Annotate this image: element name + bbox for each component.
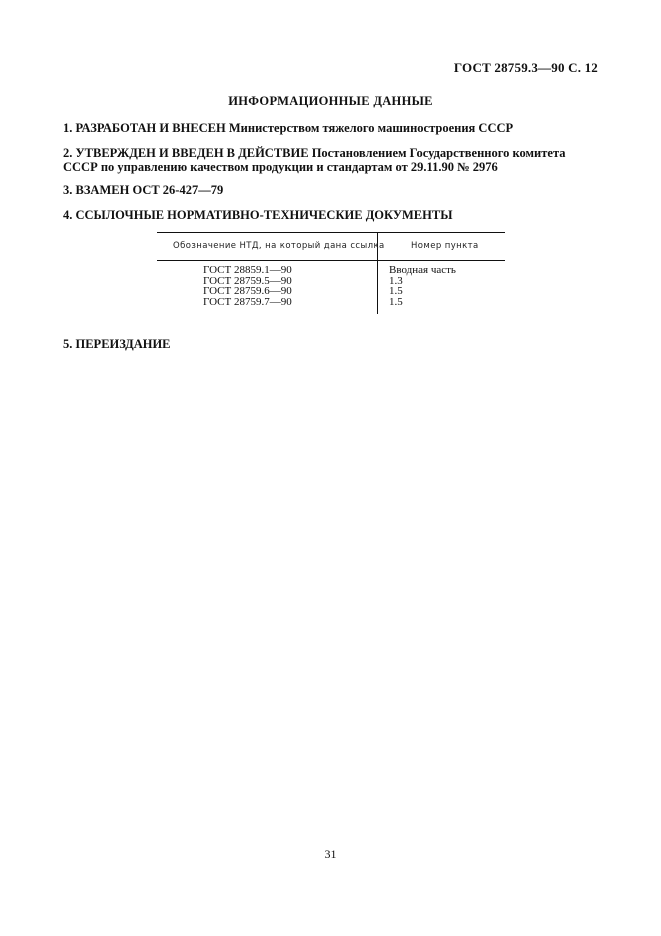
table-cell-designation: ГОСТ 28759.6—90: [203, 285, 292, 297]
table-cell-clause: Вводная часть: [389, 264, 456, 276]
table-cell-clause: 1.5: [389, 285, 403, 297]
item-number: 3.: [63, 183, 73, 197]
table-column-designation: [203, 265, 292, 307]
item-lead: РАЗРАБОТАН И ВНЕСЕН: [75, 121, 226, 135]
item-lead: УТВЕРЖДЕН И ВВЕДЕН В ДЕЙСТВИЕ: [75, 146, 309, 160]
table-cell-designation: ГОСТ 28759.5—90: [203, 274, 292, 287]
item-number: 1.: [63, 121, 73, 135]
info-item-3: [63, 183, 603, 197]
table-cell-clause: 1.5: [389, 295, 403, 308]
table-cell-designation: ГОСТ 28859.1—90: [203, 264, 292, 276]
table-cell-designation: ГОСТ 28759.7—90: [203, 295, 292, 308]
info-item-4: [63, 208, 603, 222]
item-number: 2.: [63, 146, 73, 160]
info-item-2: [63, 146, 603, 174]
section-title: ИНФОРМАЦИОННЫЕ ДАННЫЕ: [228, 94, 433, 108]
item-number: 4.: [63, 208, 73, 222]
table-top-rule: [157, 232, 505, 233]
table-header-rule: [157, 260, 505, 261]
info-item-5: [63, 337, 603, 351]
item-number: 5.: [63, 337, 73, 351]
item-text: Министерством тяжелого машиностроения СССР: [228, 121, 514, 135]
table-header-clause: Номер пункта: [411, 241, 479, 251]
item-lead: ПЕРЕИЗДАНИЕ: [75, 337, 171, 351]
page-number: 31: [324, 847, 337, 861]
table-column-clause: [389, 265, 456, 307]
table-header-designation: Обозначение НТД, на который дана ссылка: [173, 241, 385, 251]
item-text: Постановлением Государственного комитета СССР по управлению качеством продукции и стандартам от 29.11.90 № 2976: [63, 146, 566, 174]
document-reference-header: ГОСТ 28759.3—90 С. 12: [453, 60, 598, 75]
item-lead: ССЫЛОЧНЫЕ НОРМАТИВНО-ТЕХНИЧЕСКИЕ ДОКУМЕНТЫ: [75, 208, 453, 222]
info-item-1: [63, 121, 603, 135]
table-cell-clause: 1.3: [389, 274, 403, 287]
item-lead: ВЗАМЕН ОСТ 26-427—79: [75, 183, 224, 197]
